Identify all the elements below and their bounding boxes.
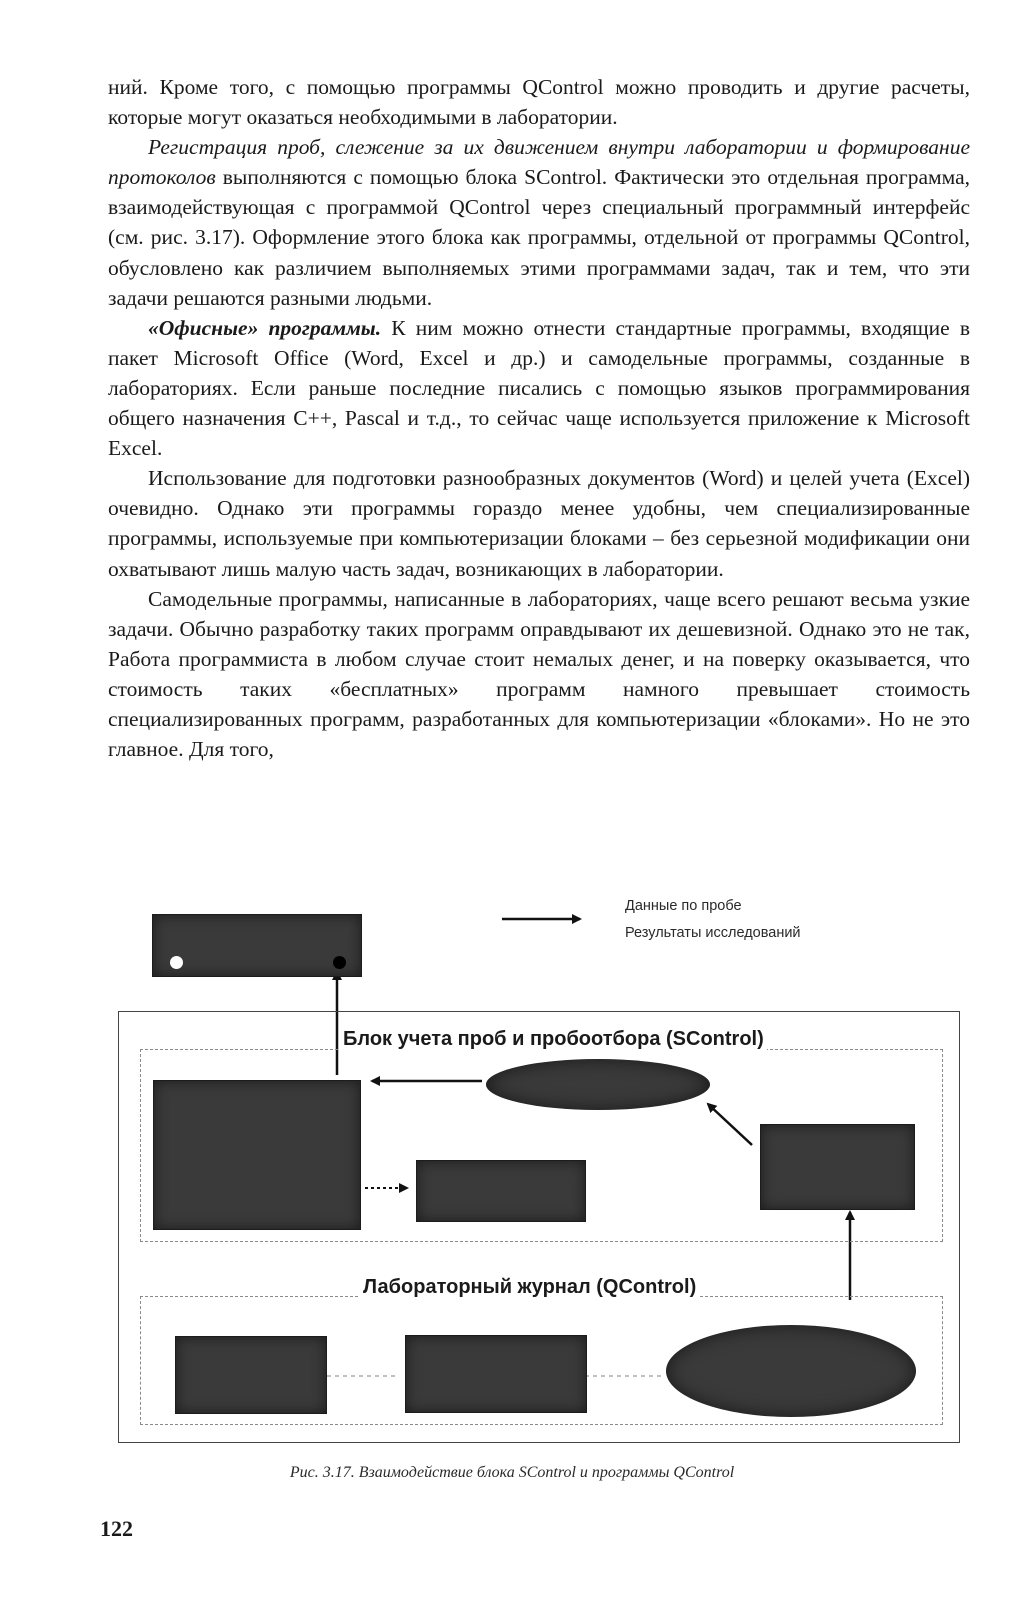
sample-registration-box	[153, 1080, 361, 1230]
scontrol-ellipse	[486, 1059, 710, 1110]
paragraph-2-italic-lead: Регистрация проб, слежение за их движением внутри лаборатории и формирование протоколов	[108, 135, 970, 190]
qcontrol-journal-title: Лабораторный журнал (QControl)	[360, 1276, 699, 1299]
journal-right-ellipse	[666, 1325, 916, 1417]
paragraph-3-heading: «Офисные» программы.	[148, 315, 382, 340]
journal-left-box	[175, 1336, 327, 1414]
legend-item-2: Результаты исследований	[625, 925, 801, 941]
top-box-dot-white	[170, 956, 183, 969]
top-dark-box	[152, 914, 362, 977]
paragraph-4-text: Использование для подготовки разнообразных документов (Word) и целей учета (Excel) очевидно. Однако эти программы гораздо менее удобны, чем специализированные программы, используемые при компьютеризации блоками – без серьезной модификации они охватывают лишь малую часть задач, возникающих в лаборатории.	[108, 466, 970, 581]
paragraph-1-text: ний. Кроме того, с помощью программы QControl можно проводить и другие расчеты, которые могут оказаться необходимыми в лаборатории.	[108, 75, 970, 130]
page-number: 122	[100, 1516, 133, 1541]
scontrol-block-title: Блок учета проб и пробоотбора (SControl)	[340, 1028, 767, 1051]
paragraph-3-text: К ним можно отнести стандартные программы, входящие в пакет Microsoft Office (Word, Excel и др.) и самодельные программы, созданные в лабораториях. Если раньше последние писались с помощью языков программирования общего назначения С++, Pascal и т.д., то сейчас чаще используется приложение к Microsoft Excel.	[108, 315, 970, 461]
legend-item-1: Данные по пробе	[625, 898, 742, 914]
scontrol-right-box	[760, 1124, 915, 1210]
paragraph-2-text: выполняются с помощью блока SControl. Фактически это отдельная программа, взаимодействующая с программой QControl через специальный программный интерфейс (см. рис. 3.17). Оформление этого блока как программы, отдельной от программы QControl, обусловлено как различием выполняемых этими программами задач, так и тем, что эти задачи решаются разными людьми.	[108, 165, 970, 310]
scontrol-middle-box	[416, 1160, 586, 1222]
journal-middle-box	[405, 1335, 587, 1413]
paragraph-5-text: Самодельные программы, написанные в лабораториях, чаще всего решают весьма узкие задачи. Обычно разработку таких программ оправдывают их дешевизной. Однако это не так, Работа программиста в любом случае стоит немалых денег, и на поверку оказывается, что стоимость таких «бесплатных» программ намного превышает стоимость специализированных программ, разработанных для компьютеризации «блоками». Но не это главное. Для того,	[108, 586, 970, 762]
top-box-dot-black	[333, 956, 346, 969]
figure-caption: Рис. 3.17. Взаимодействие блока SControl и программы QControl	[289, 1464, 735, 1481]
